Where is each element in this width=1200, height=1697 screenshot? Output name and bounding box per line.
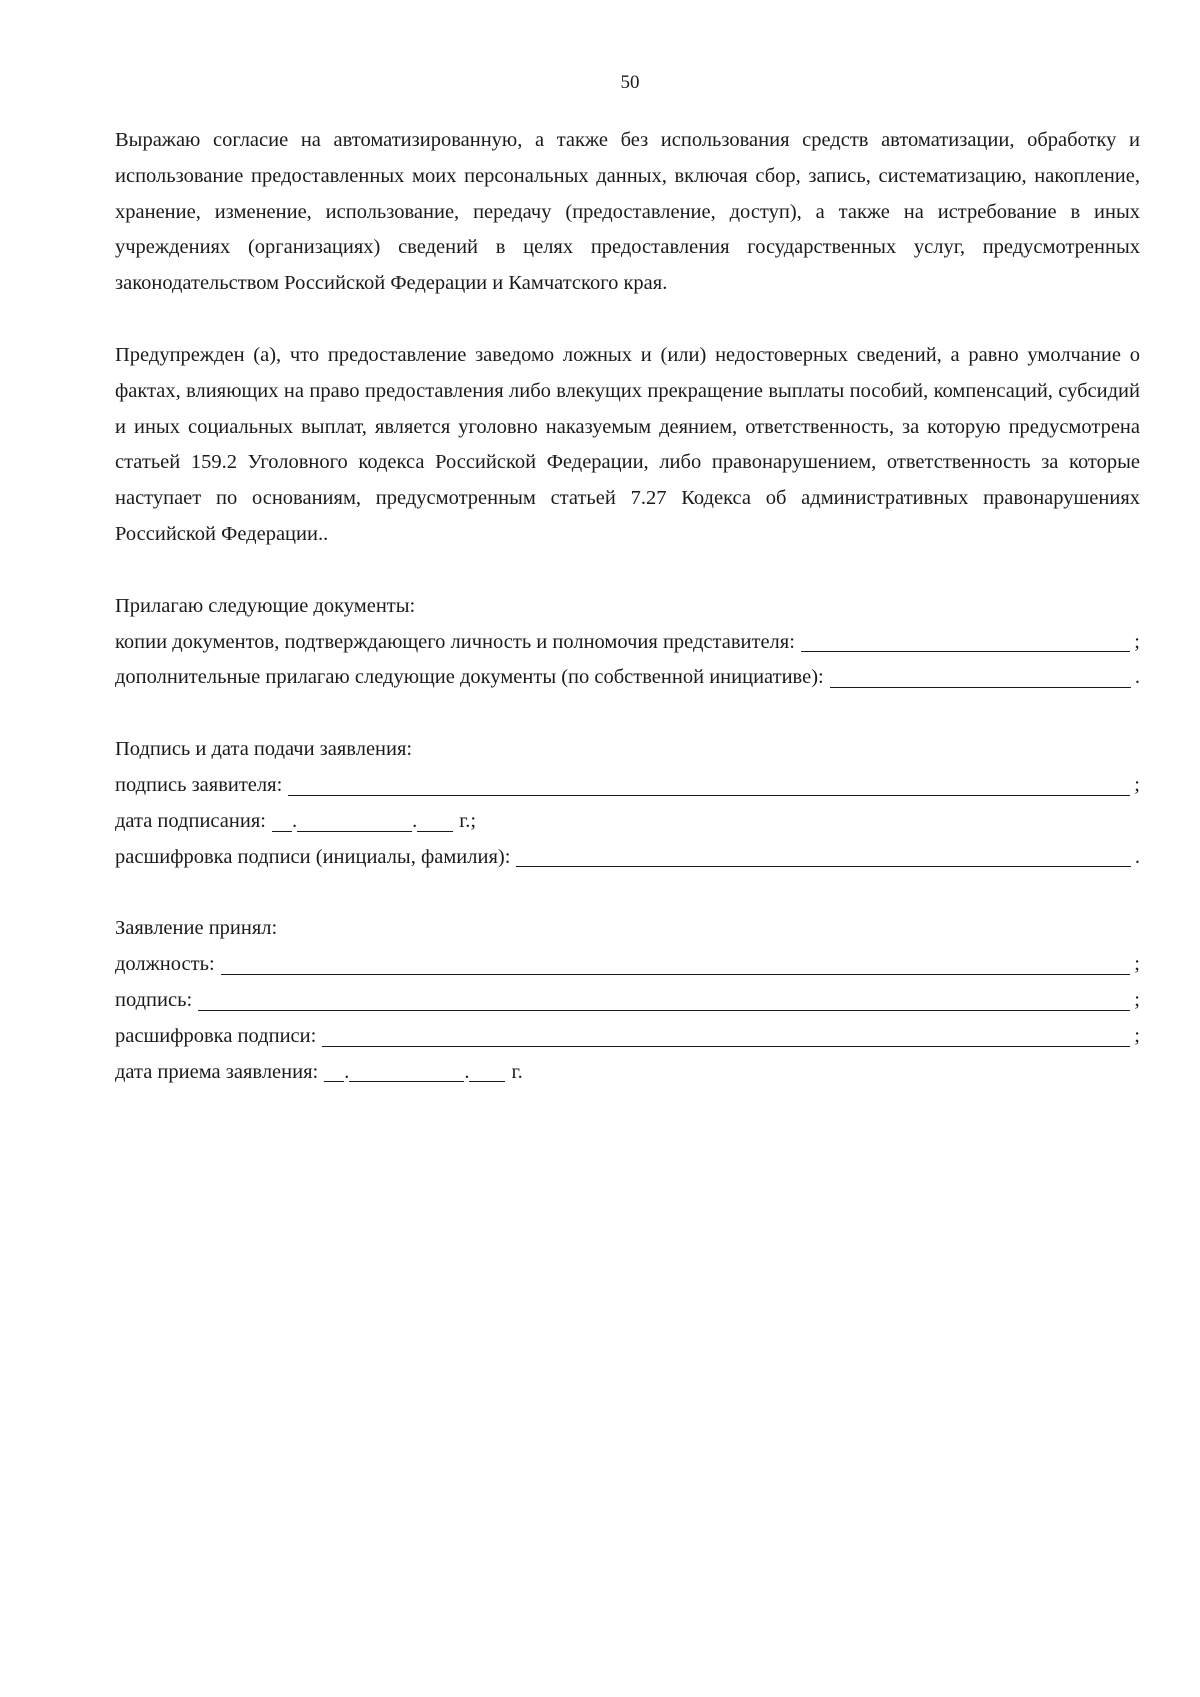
accepted-title: Заявление принял: xyxy=(115,917,278,940)
acceptance-date-year-input[interactable] xyxy=(469,1057,505,1082)
signature-section xyxy=(115,732,1140,875)
signature-decoding-row xyxy=(115,840,1140,876)
applicant-signature-row xyxy=(115,768,1140,804)
warning-paragraph: Предупрежден (а), что предоставление заведомо ложных и (или) недостоверных сведений, а равно умолчание о фактах, влияющих на право предоставления либо влекущих прекращение выплаты пособий, компенсаций, субсидий и иных социальных выплат, является уголовно наказуемым деянием, ответственность, за которую предусмотрена статьей 159.2 Уголовного кодекса Российской Федерации, либо правонарушением, ответственность за которые наступает по основаниям, предусмотренным статьей 7.27 Кодекса об административных правонарушениях Российской Федерации.. xyxy=(115,343,1140,545)
applicant-signature-input-line[interactable] xyxy=(288,771,1130,796)
signature-title: Подпись и дата подачи заявления: xyxy=(115,738,413,761)
consent-paragraph: Выражаю согласие на автоматизированную, а также без использования средств автоматизации, обработку и использование предоставленных моих персональных данных, включая сбор, запись, систематизацию, накопление, хранение, изменение, использование, передачу (предоставление, доступ), а также на истребование в иных учреждениях (организациях) сведений в целях предоставления государственных услуг, предусмотренных законодательством Российской Федерации и Камчатского края. xyxy=(115,129,1140,295)
signing-date-year-input[interactable] xyxy=(417,807,453,832)
copies-input-line[interactable] xyxy=(801,627,1130,652)
signature-decoding-input-line[interactable] xyxy=(516,842,1130,867)
position-label: должность: xyxy=(115,953,215,976)
accepted-decoding-input-line[interactable] xyxy=(322,1022,1130,1047)
spacer xyxy=(115,696,1140,732)
acceptance-date-label: дата приема заявления: xyxy=(115,1060,319,1083)
signing-date-label: дата подписания: xyxy=(115,809,266,832)
accepted-decoding-end: ; xyxy=(1134,1024,1140,1047)
position-row xyxy=(115,947,1140,983)
signing-date-dot: . xyxy=(412,809,418,832)
spacer xyxy=(115,553,1140,589)
additional-docs-input-line[interactable] xyxy=(830,663,1131,688)
accepted-signature-input-line[interactable] xyxy=(198,986,1130,1011)
signing-date-day-input[interactable] xyxy=(272,807,292,832)
spacer xyxy=(115,302,1140,338)
attachments-section xyxy=(115,589,1140,696)
signing-date-end: г.; xyxy=(459,809,477,832)
copies-field-row xyxy=(115,625,1140,661)
accepted-section xyxy=(115,911,1140,1090)
copies-end: ; xyxy=(1134,630,1140,653)
copies-label: копии документов, подтверждающего личность и полномочия представителя: xyxy=(115,630,795,653)
acceptance-date-day-input[interactable] xyxy=(324,1057,344,1082)
accepted-signature-end: ; xyxy=(1134,988,1140,1011)
acceptance-date-row xyxy=(115,1055,1140,1091)
position-input-line[interactable] xyxy=(221,950,1131,975)
page-number: 50 xyxy=(620,72,640,93)
additional-docs-end: . xyxy=(1134,666,1140,689)
position-end: ; xyxy=(1134,953,1140,976)
spacer xyxy=(115,875,1140,911)
applicant-signature-label: подпись заявителя: xyxy=(115,773,283,796)
document-body xyxy=(115,123,1140,1090)
accepted-decoding-row xyxy=(115,1019,1140,1055)
signing-date-dot: . xyxy=(291,809,298,832)
attachments-title: Прилагаю следующие документы: xyxy=(115,594,416,617)
additional-docs-label: дополнительные прилагаю следующие документы (по собственной инициативе): xyxy=(115,666,824,689)
acceptance-date-dot: . xyxy=(464,1060,470,1083)
signing-date-row xyxy=(115,804,1140,840)
acceptance-date-end: г. xyxy=(511,1060,523,1083)
accepted-signature-label: подпись: xyxy=(115,988,193,1011)
accepted-signature-row xyxy=(115,983,1140,1019)
accepted-decoding-label: расшифровка подписи: xyxy=(115,1024,317,1047)
applicant-signature-end: ; xyxy=(1134,773,1140,796)
additional-docs-field-row xyxy=(115,660,1140,696)
acceptance-date-month-input[interactable] xyxy=(349,1057,464,1082)
acceptance-date-dot: . xyxy=(344,1060,350,1083)
signing-date-month-input[interactable] xyxy=(297,807,412,832)
signature-decoding-end: . xyxy=(1134,845,1140,868)
signature-decoding-label: расшифровка подписи (инициалы, фамилия): xyxy=(115,845,511,868)
